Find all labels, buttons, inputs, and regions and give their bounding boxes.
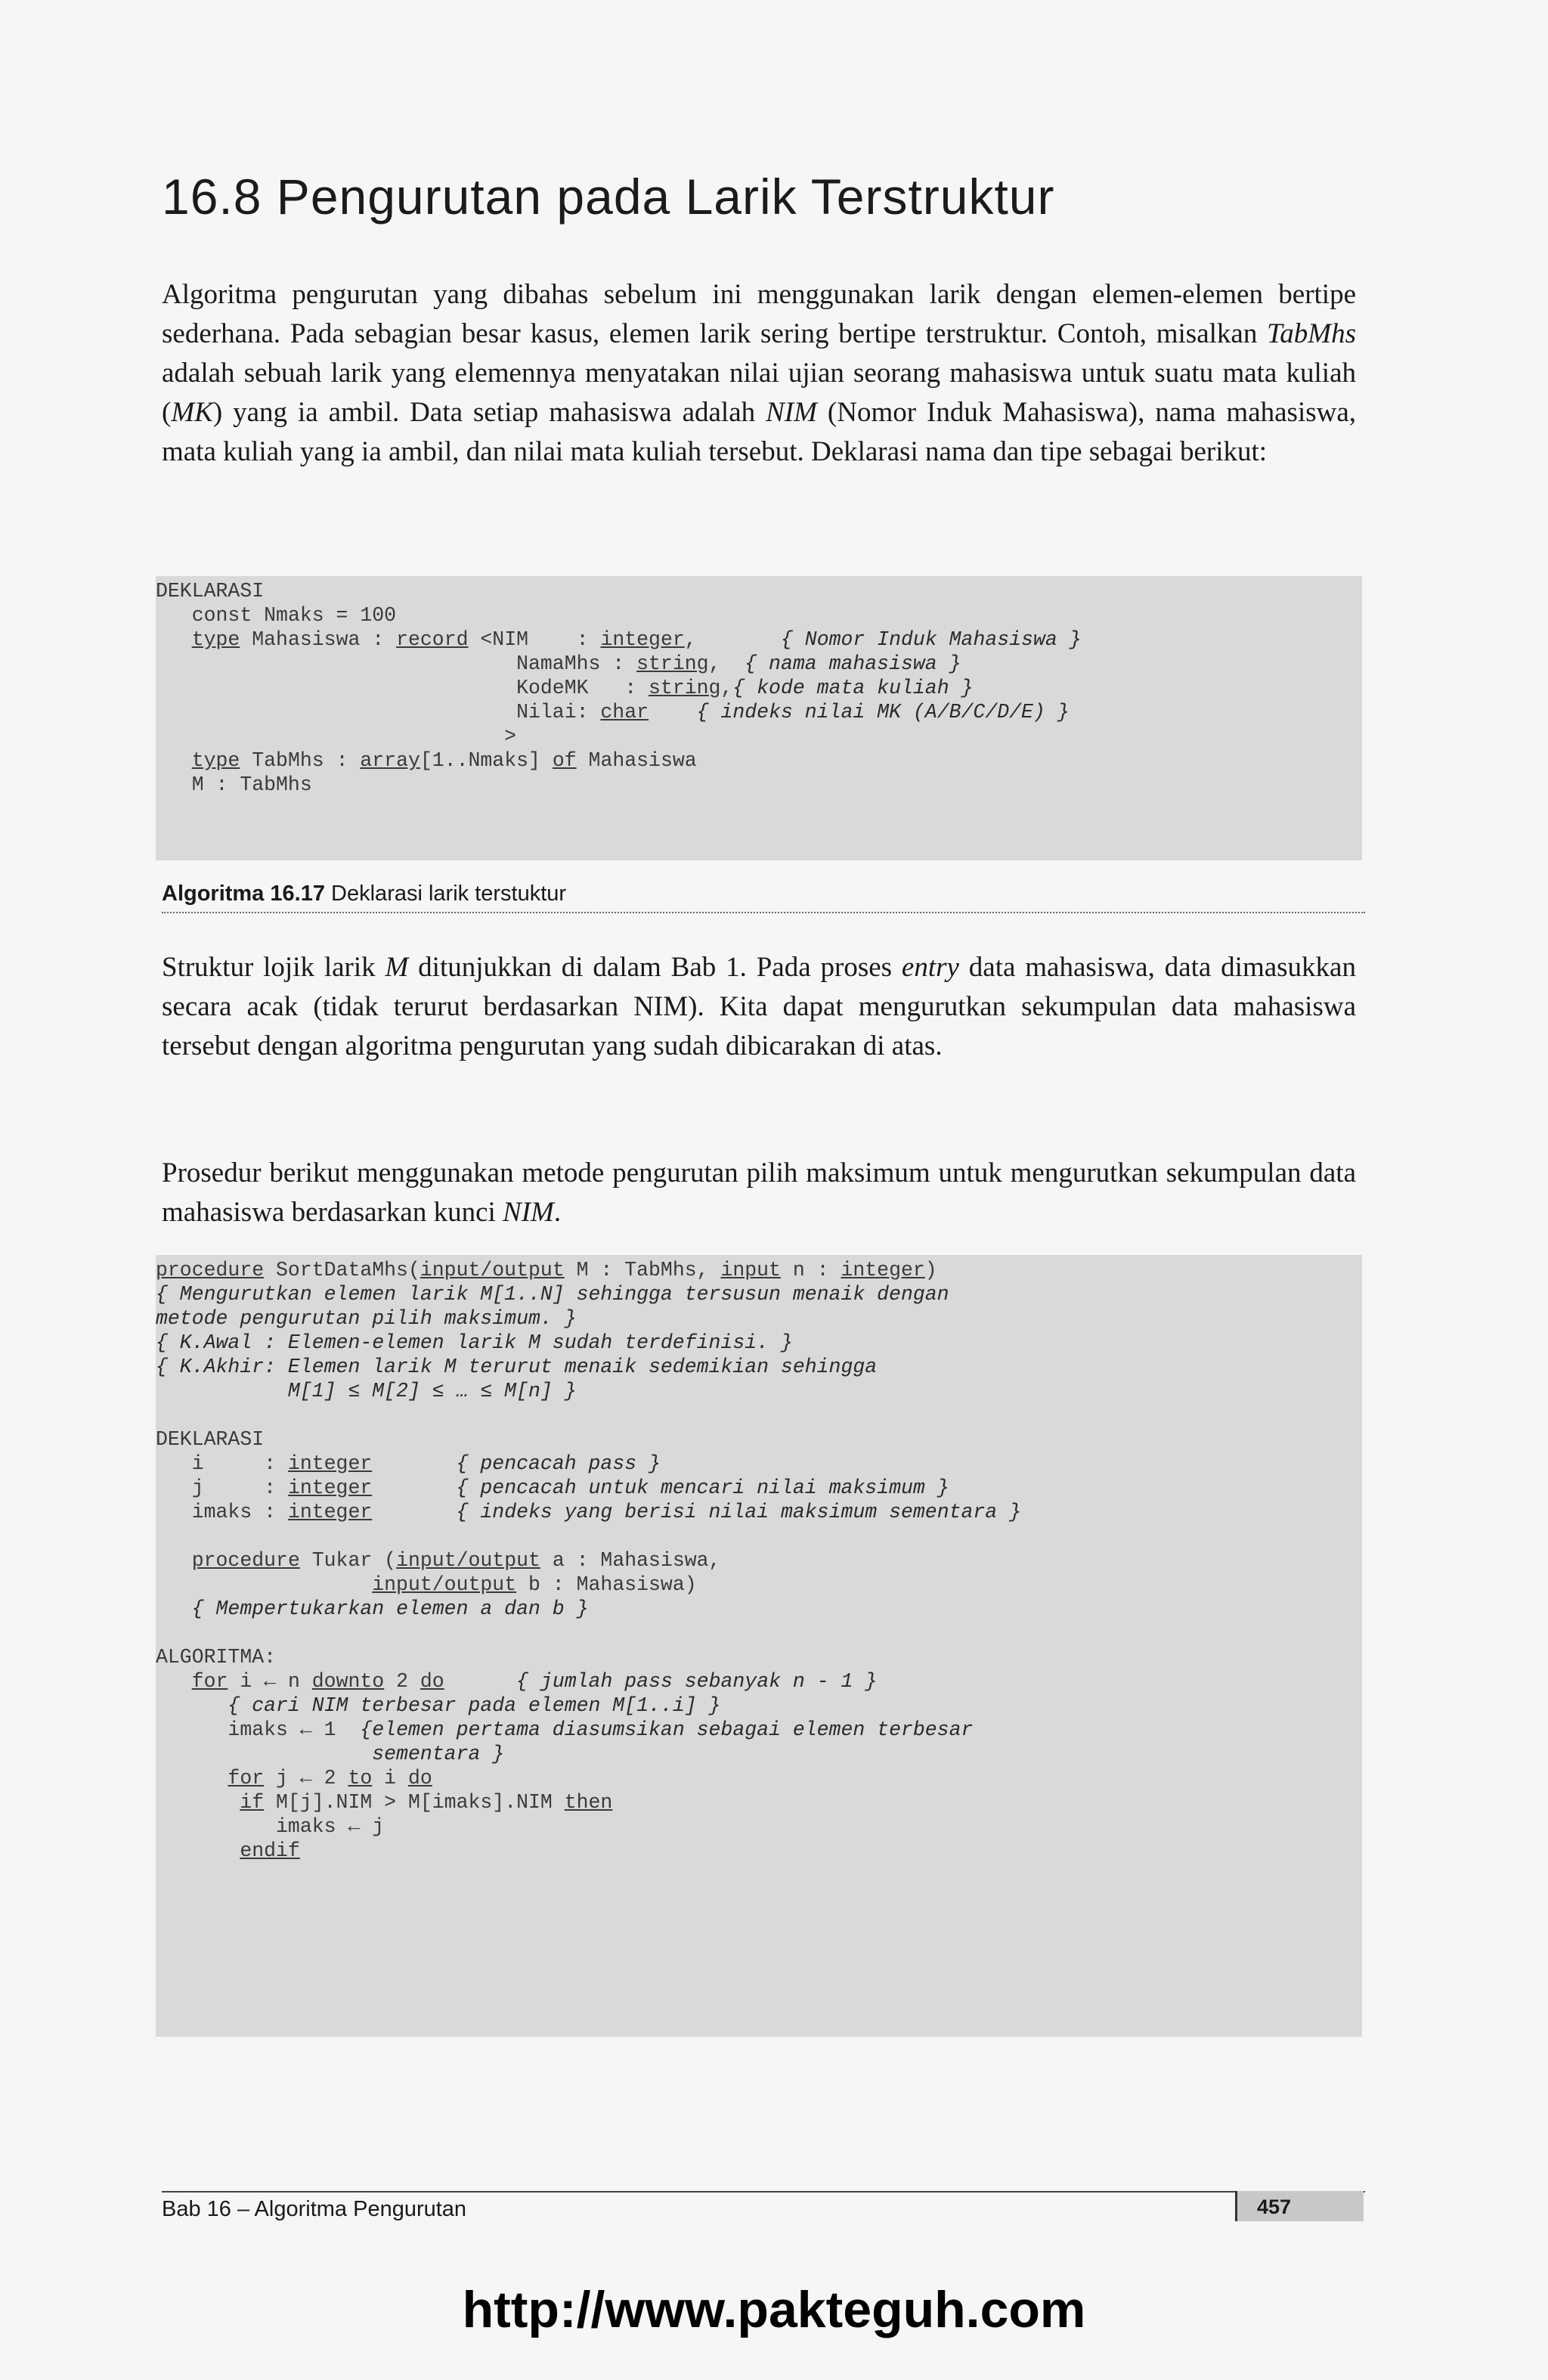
code-text <box>649 701 697 724</box>
code-line <box>156 1742 1362 1766</box>
code-text: 2 <box>384 1670 420 1693</box>
code-keyword: input/output <box>420 1259 565 1281</box>
code-comment: sementara } <box>372 1743 505 1765</box>
procedure-intro-paragraph: Prosedur berikut menggunakan metode pengurutan pilih maksimum untuk mengurutkan sekumpulan data mahasiswa berdasarkan kunci NIM. <box>162 1157 1356 1228</box>
intro-paragraph: Algoritma pengurutan yang dibahas sebelum ini menggunakan larik dengan elemen-elemen bertipe sederhana. Pada sebagian besar kasus, elemen larik sering bertipe terstruktur. Contoh, misalkan TabMhs adalah sebuah larik yang elemennya menyatakan nilai ujian seorang mahasiswa untuk suatu mata kuliah (MK) yang ia ambil. Data setiap mahasiswa adalah NIM (Nomor Induk Mahasiswa), nama mahasiswa, mata kuliah yang ia ambil, dan nilai mata kuliah tersebut. Deklarasi nama dan tipe sebagai berikut: <box>162 279 1357 467</box>
code-line <box>156 628 1362 652</box>
code-text: <NIM : <box>468 628 601 651</box>
section-heading: 16.8 Pengurutan pada Larik Terstruktur <box>162 169 1055 225</box>
code-comment: { indeks nilai MK (A/B/C/D/E) } <box>696 701 1070 724</box>
code-keyword: endif <box>240 1839 300 1862</box>
code-line <box>156 652 1362 676</box>
code-line <box>156 1379 1362 1403</box>
code-text: const <box>191 604 252 627</box>
code-text: KodeMK : <box>156 677 649 699</box>
code-text <box>156 1598 192 1620</box>
code-text: Mahasiswa <box>576 749 697 772</box>
code-text: a : Mahasiswa, <box>540 1549 721 1572</box>
code-text: DEKLARASI <box>156 1428 265 1451</box>
code-text: i <box>372 1767 408 1790</box>
code-text <box>156 1573 372 1596</box>
code-keyword: to <box>348 1767 373 1790</box>
code-line <box>156 603 1362 628</box>
code-line <box>156 1282 1362 1306</box>
code-text: , <box>720 677 733 699</box>
code-line <box>156 1403 1362 1427</box>
code-line <box>156 1814 1362 1839</box>
italic-term: TabMhs <box>1267 318 1356 349</box>
code-keyword: for <box>228 1767 265 1790</box>
code-comment: { jumlah pass sebanyak n - 1 } <box>516 1670 878 1693</box>
code-text <box>156 1743 372 1765</box>
italic-term: NIM <box>503 1197 554 1228</box>
code-text <box>156 628 192 651</box>
code-text: Mahasiswa : <box>240 628 397 651</box>
italic-term: entry <box>901 952 959 983</box>
code-keyword: for <box>191 1670 228 1693</box>
code-keyword: input/output <box>372 1573 517 1596</box>
code-text: SortDataMhs( <box>264 1259 420 1281</box>
code-text: Nilai: <box>156 701 601 724</box>
code-keyword: integer <box>287 1452 373 1475</box>
code-keyword: do <box>408 1767 432 1790</box>
code-line <box>156 1766 1362 1790</box>
structure-paragraph: Struktur lojik larik M ditunjukkan di dalam Bab 1. Pada proses entry data mahasiswa, data dimasukkan secara acak (tidak terurut berdasarkan NIM). Kita dapat mengurutkan sekumpulan data mahasiswa tersebut dengan algoritma pengurutan yang sudah dibicarakan di atas. <box>162 952 1356 1061</box>
code-text: ALGORITMA: <box>156 1646 277 1669</box>
code-keyword: char <box>600 701 649 724</box>
code-line <box>156 1573 1362 1597</box>
page-number: 457 <box>1235 2191 1364 2221</box>
footer-divider <box>162 2191 1365 2193</box>
code-line <box>156 1306 1362 1331</box>
code-comment: { pencacah untuk mencari nilai maksimum } <box>456 1477 949 1499</box>
caption-label: Algoritma 16.17 <box>162 882 325 906</box>
code-line <box>156 1331 1362 1355</box>
code-line <box>156 724 1362 748</box>
code-text <box>156 604 192 627</box>
code-comment: { Nomor Induk Mahasiswa } <box>781 628 1082 651</box>
code-text: imaks : <box>156 1501 288 1523</box>
code-text: Tukar ( <box>299 1549 397 1572</box>
code-text <box>156 1670 192 1693</box>
procedure-code-block <box>156 1255 1362 2037</box>
code-keyword: record <box>396 628 469 651</box>
code-text: > <box>156 725 517 748</box>
code-text: TabMhs : <box>240 749 361 772</box>
code-comment: { cari NIM terbesar pada elemen M[1..i] } <box>228 1694 721 1717</box>
code-line <box>156 1476 1362 1500</box>
code-line <box>156 1427 1362 1452</box>
code-text: n : <box>780 1259 841 1281</box>
code-keyword: then <box>564 1791 613 1814</box>
code-line <box>156 1452 1362 1476</box>
code-text: NamaMhs : <box>156 652 637 675</box>
code-keyword: of <box>552 749 577 772</box>
code-keyword: do <box>420 1670 444 1693</box>
code-text: j ← 2 <box>264 1767 348 1790</box>
code-text <box>156 1694 228 1717</box>
code-text: Nmaks = 100 <box>252 604 397 627</box>
code-keyword: input/output <box>396 1549 540 1572</box>
code-line <box>156 579 1362 603</box>
italic-term: MK <box>171 397 213 428</box>
code-line <box>156 1597 1362 1621</box>
code-line <box>156 748 1362 773</box>
code-comment: { kode mata kuliah } <box>732 677 974 699</box>
code-comment: {elemen pertama diasumsikan sebagai elemen terbesar <box>360 1718 974 1741</box>
code-line <box>156 773 1362 797</box>
code-comment: { K.Akhir: Elemen larik M terurut menaik sedemikian sehingga <box>156 1356 878 1378</box>
code-keyword: integer <box>287 1501 373 1523</box>
code-line <box>156 700 1362 724</box>
code-comment: { nama mahasiswa } <box>745 652 961 675</box>
code-text: j : <box>156 1477 288 1499</box>
code-line <box>156 1524 1362 1548</box>
code-text <box>372 1452 456 1475</box>
code-line <box>156 1839 1362 1863</box>
code-line <box>156 1258 1362 1282</box>
code-text <box>156 1767 228 1790</box>
code-line <box>156 1790 1362 1814</box>
code-keyword: integer <box>600 628 685 651</box>
code-line <box>156 1621 1362 1645</box>
code-text: i ← n <box>228 1670 312 1693</box>
code-text: ) <box>924 1259 937 1281</box>
footer-chapter-title: Bab 16 – Algoritma Pengurutan <box>162 2197 467 2221</box>
code-comment: M[1] ≤ M[2] ≤ … ≤ M[n] } <box>156 1380 577 1402</box>
code-keyword: string <box>636 652 709 675</box>
code-comment: { Mengurutkan elemen larik M[1..N] sehingga tersusun menaik dengan <box>156 1283 949 1306</box>
code-line <box>156 1669 1362 1694</box>
code-text: M[j].NIM > M[imaks].NIM <box>264 1791 565 1814</box>
italic-term: NIM <box>766 397 817 428</box>
code-comment: { indeks yang berisi nilai maksimum sementara } <box>456 1501 1022 1523</box>
code-keyword: downto <box>311 1670 385 1693</box>
code-keyword: type <box>191 749 240 772</box>
code-text: imaks ← 1 <box>156 1718 361 1741</box>
code-text <box>156 1549 192 1572</box>
code-keyword: input <box>720 1259 781 1281</box>
code-text <box>156 1839 240 1862</box>
code-comment: metode pengurutan pilih maksimum. } <box>156 1307 577 1330</box>
code-line <box>156 1500 1362 1524</box>
code-line <box>156 1694 1362 1718</box>
code-keyword: procedure <box>156 1259 265 1281</box>
code-text: DEKLARASI <box>156 580 265 603</box>
code-line <box>156 1548 1362 1573</box>
code-text <box>444 1670 516 1693</box>
code-text: imaks ← j <box>156 1815 385 1838</box>
code-text: , <box>708 652 745 675</box>
code-text: b : Mahasiswa) <box>516 1573 697 1596</box>
code-text <box>156 1791 240 1814</box>
code-comment: { Mempertukarkan elemen a dan b } <box>191 1598 589 1620</box>
code-line <box>156 1645 1362 1669</box>
italic-term: M <box>385 952 409 983</box>
code-comment: { K.Awal : Elemen-elemen larik M sudah terdefinisi. } <box>156 1331 793 1354</box>
code-text: [1..Nmaks] <box>420 749 553 772</box>
code-text: M : TabMhs, <box>564 1259 721 1281</box>
code-text <box>372 1477 456 1499</box>
code-keyword: integer <box>287 1477 373 1499</box>
code-line <box>156 1718 1362 1742</box>
code-keyword: array <box>360 749 420 772</box>
caption-divider <box>162 912 1365 913</box>
code-keyword: string <box>649 677 721 699</box>
code-line <box>156 676 1362 700</box>
code-keyword: integer <box>841 1259 925 1281</box>
code-text: i : <box>156 1452 288 1475</box>
declaration-code-block <box>156 576 1362 860</box>
code-keyword: procedure <box>191 1549 300 1572</box>
code-comment: { pencacah pass } <box>456 1452 661 1475</box>
code-text: , <box>684 628 781 651</box>
code-line <box>156 1355 1362 1379</box>
algorithm-caption <box>162 882 566 906</box>
code-text: M : TabMhs <box>156 773 312 796</box>
website-url[interactable]: http://www.pakteguh.com <box>462 2281 1086 2338</box>
code-keyword: if <box>240 1791 265 1814</box>
code-text <box>372 1501 456 1523</box>
code-keyword: type <box>191 628 240 651</box>
code-text <box>156 749 192 772</box>
caption-text: Deklarasi larik terstuktur <box>331 882 567 906</box>
